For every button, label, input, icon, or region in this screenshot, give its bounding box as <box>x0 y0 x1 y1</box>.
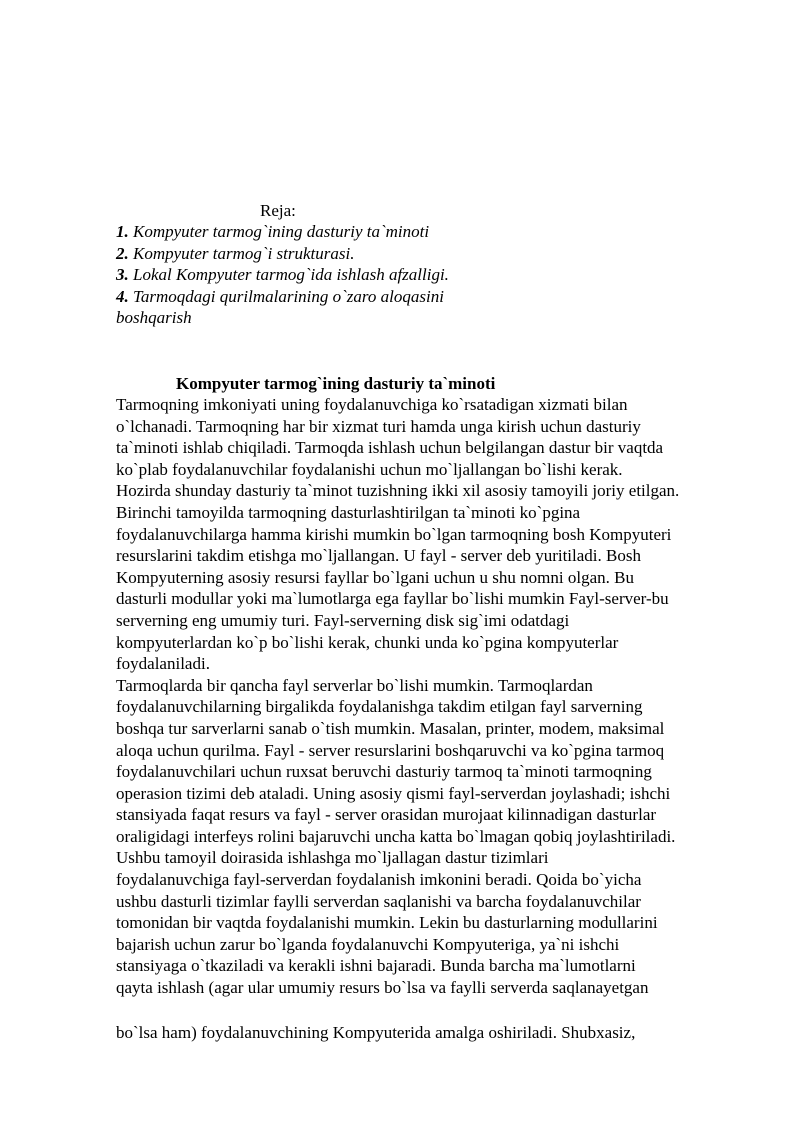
text-line: serverning eng umumiy turi. Fayl-serverning disk sig`imi odatdagi <box>116 610 570 630</box>
plan-item-text: Lokal Kompyuter tarmog`ida ishlash afzalligi. <box>128 265 449 284</box>
text-line: foydalanuvchiga fayl-serverdan foydalanish imkonini beradi. Qoida bo`yicha <box>116 870 642 890</box>
text-line: Tarmoqlarda bir qancha fayl serverlar bo`lishi mumkin. Tarmoqlardan <box>116 675 593 695</box>
text-line: bajarish uchun zarur bo`lganda foydalanuvchi Kompyuteriga, ya`ni ishchi <box>116 934 620 954</box>
text-line: qayta ishlash (agar ular umumiy resurs bo`lsa va faylli serverda saqlanayetgan <box>116 978 649 998</box>
text-line: o`lchanadi. Tarmoqning har bir xizmat turi hamda unga kirish uchun dasturiy <box>116 416 641 436</box>
plan-item-number: 2. <box>116 243 129 263</box>
plan-item-text: Kompyuter tarmog`i strukturasi. <box>128 243 355 263</box>
plan-item <box>116 264 516 286</box>
text-line: oraligidagi interfeys rolini bajaruvchi uncha katta bo`lmagan qobiq joylashtiriladi. <box>116 826 676 846</box>
text-line: stansiyaga o`tkaziladi va kerakli ishni bajaradi. Bunda barcha ma`lumotlarni <box>116 956 636 976</box>
text-line: ushbu dasturli tizimlar faylli serverdan saqlanishi va barcha foydalanuvchilar <box>116 891 641 911</box>
text-line: foydalaniladi. <box>116 654 210 674</box>
text-line: resurslarini takdim etishga mo`ljallangan. U fayl - server deb yuritiladi. Bosh <box>116 546 641 566</box>
plan-item-text: Tarmoqdagi qurilmalarining o`zaro aloqasini boshqarish <box>116 286 444 327</box>
plan-item <box>116 221 516 243</box>
plan-list <box>116 221 516 329</box>
text-line: dasturli modullar yoki ma`lumotlarga ega fayllar bo`lishi mumkin Fayl-server-bu <box>116 589 669 609</box>
plan-title: Reja: <box>260 201 296 220</box>
text-line: aloqa uchun qurilma. Fayl - server resurslarini boshqaruvchi va ko`pgina tarmoq <box>116 740 665 760</box>
plan-item-number: 1. <box>116 222 129 241</box>
body-paragraphs <box>116 394 756 999</box>
text-line: ko`plab foydalanuvchilar foydalanishi uchun mo`ljallangan bo`lishi kerak. <box>116 459 623 479</box>
text-line: boshqa tur sarverlarni sanab o`tish mumkin. Masalan, printer, modem, maksimal <box>116 718 665 738</box>
text-line: tomonidan bir vaqtda foydalanishi mumkin. Lekin bu dasturlarning modullarini <box>116 913 658 933</box>
text-line: Ushbu tamoyil doirasida ishlashga mo`ljallagan dastur tizimlari <box>116 848 549 868</box>
text-line: Tarmoqning imkoniyati uning foydalanuvchiga ko`rsatadigan xizmati bilan <box>116 395 628 414</box>
plan-item-number: 3. <box>116 265 129 284</box>
plan-item-text: Kompyuter tarmog`ining dasturiy ta`minoti <box>128 222 430 241</box>
text-line: bo`lsa ham) foydalanuvchining Kompyuterida amalga oshiriladi. Shubxasiz, <box>116 1023 636 1042</box>
text-line: ta`minoti ishlab chiqiladi. Tarmoqda ishlash uchun belgilangan dastur bir vaqtda <box>116 438 664 458</box>
text-line: Hozirda shunday dasturiy ta`minot tuzishning ikki xil asosiy tamoyili joriy etilgan. <box>116 481 680 501</box>
text-line: operasion tizimi deb ataladi. Uning asosiy qismi fayl-serverdan joylashadi; ishchi <box>116 783 671 803</box>
plan-item-number: 4. <box>116 286 129 306</box>
plan-item <box>116 243 516 265</box>
text-line: kompyuterlardan ko`p bo`lishi kerak, chunki unda ko`pgina kompyuterlar <box>116 632 619 652</box>
plan-item <box>116 286 516 329</box>
text-line: stansiyada faqat resurs va fayl - server orasidan murojaat kilinnadigan dasturlar <box>116 805 657 825</box>
text-line: foydalanuvchilari uchun ruxsat beruvchi dasturiy tarmoq ta`minoti tarmoqning <box>116 762 652 782</box>
text-line: Kompyuterning asosiy resursi fayllar bo`lgani uchun u shu nomni olgan. Bu <box>116 567 634 587</box>
text-line: foydalanuvchilarga hamma kirishi mumkin bo`lgan tarmoqning bosh Kompyuteri <box>116 524 672 544</box>
section-heading: Kompyuter tarmog`ining dasturiy ta`minoti <box>176 374 496 393</box>
text-line: foydalanuvchilarning birgalikda foydalanishga takdim etilgan fayl sarverning <box>116 697 643 717</box>
text-line: Birinchi tamoyilda tarmoqning dasturlashtirilgan ta`minoti ko`pgina <box>116 502 581 522</box>
